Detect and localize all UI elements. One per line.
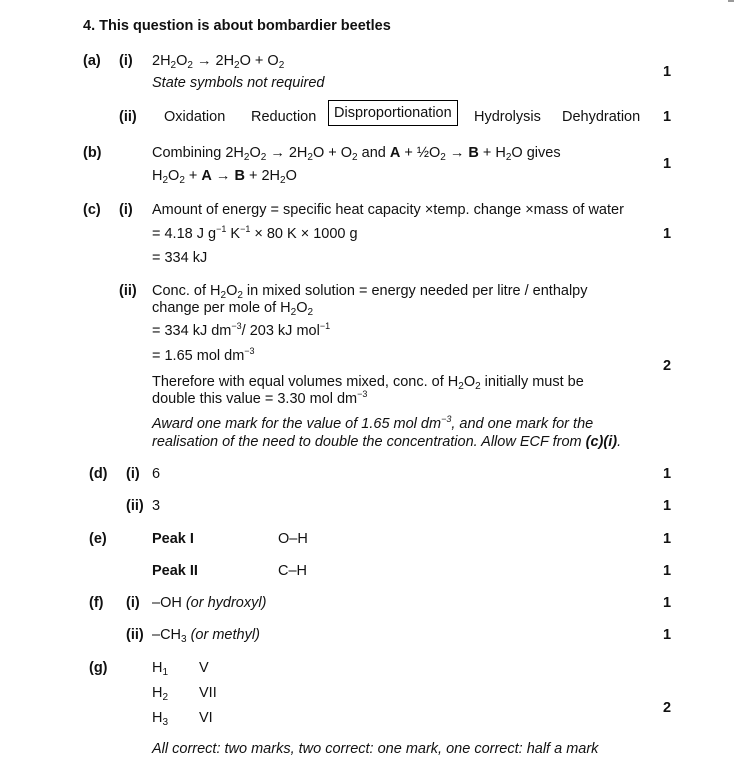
g-note: All correct: two marks, two correct: one mark, one correct: half a mark: [152, 741, 599, 757]
mark-b: 1: [662, 156, 672, 172]
note-a: State symbols not required: [152, 75, 325, 91]
c-ii-line1: Conc. of $H_2O_2$ in mixed solution = energy needed per litre / enthalpy: [152, 283, 588, 301]
c-i-line2: = 4.18 J $g^{-1}$ $K^{-1} \times 80$ K × 1000 g: [152, 224, 358, 242]
mark-c-ii: 2: [662, 358, 672, 374]
equation-a: $2H_2O_2 \to 2H_2O + O_2$: [152, 53, 285, 71]
sub-label-a-i: (i): [119, 53, 133, 69]
b-line1: Combining $2H_2O_2 \to 2H_2O + O_2$ and $A + \frac{1}{2}O_2 \to B + H_2O$ gives: [152, 145, 561, 163]
option-dehydration: Dehydration: [562, 109, 641, 125]
f-i-answer: –OH (or hydroxyl): [152, 595, 267, 611]
g-v2: VII: [199, 685, 217, 701]
g-h1: $H_1$: [152, 660, 169, 678]
d-i-value: 6: [152, 466, 161, 482]
b-line2: $H_2O_2 + A \to B + 2H_2O$: [152, 168, 297, 186]
mark-c-i: 1: [662, 226, 672, 242]
c-i-line3: = 334 kJ: [152, 250, 208, 266]
mark-f-ii: 1: [662, 627, 672, 643]
mark-e-2: 1: [662, 563, 672, 579]
peak-1-label: Peak I: [152, 531, 194, 547]
mark-a-ii: 1: [662, 109, 672, 125]
peak-1-bond: O–H: [278, 531, 308, 547]
part-label-b: (b): [83, 145, 102, 161]
f-ii-answer: $-CH_3$ (or methyl): [152, 627, 260, 645]
option-disproportionation-boxed: Disproportionation: [328, 100, 458, 126]
c-i-line1: Amount of energy = specific heat capacity ×temp. change ×mass of water: [152, 202, 624, 218]
part-label-g: (g): [89, 660, 108, 676]
c-ii-line2: change per mole of $H_2O_2$: [152, 300, 314, 318]
part-label-c: (c): [83, 202, 101, 218]
d-ii-value: 3: [152, 498, 161, 514]
mark-d-i: 1: [662, 466, 672, 482]
question-title: 4. This question is about bombardier beetles: [83, 18, 391, 34]
c-ii-line3: = 334 kJ $dm^{-3}/$ 203 kJ mol$^{-1}$: [152, 321, 331, 339]
option-reduction: Reduction: [251, 109, 317, 125]
g-v3: VI: [199, 710, 213, 726]
sub-label-a-ii: (ii): [119, 109, 137, 125]
sub-label-d-i: (i): [126, 466, 140, 482]
sub-label-c-ii: (ii): [119, 283, 137, 299]
g-v1: V: [199, 660, 209, 676]
option-hydrolysis: Hydrolysis: [474, 109, 541, 125]
mark-g: 2: [662, 700, 672, 716]
c-ii-line5: Therefore with equal volumes mixed, conc. of $H_2O_2$ initially must be: [152, 374, 584, 392]
part-label-e: (e): [89, 531, 107, 547]
c-ii-note1: Award one mark for the value of 1.65 mol $dm^{-3}$, and one mark for the: [152, 414, 594, 432]
sub-label-f-ii: (ii): [126, 627, 144, 643]
mark-f-i: 1: [662, 595, 672, 611]
mark-d-ii: 1: [662, 498, 672, 514]
g-h2: $H_2$: [152, 685, 169, 703]
c-ii-line4: = 1.65 mol $dm^{-3}$: [152, 346, 255, 364]
mark-a-i: 1: [662, 64, 672, 80]
peak-2-label: Peak II: [152, 563, 198, 579]
part-label-d: (d): [89, 466, 108, 482]
sub-label-c-i: (i): [119, 202, 133, 218]
mark-e-1: 1: [662, 531, 672, 547]
c-ii-note2: realisation of the need to double the concentration. Allow ECF from (c)(i).: [152, 434, 622, 450]
option-oxidation: Oxidation: [164, 109, 226, 125]
sub-label-f-i: (i): [126, 595, 140, 611]
part-label-f: (f): [89, 595, 104, 611]
g-h3: $H_3$: [152, 710, 169, 728]
peak-2-bond: C–H: [278, 563, 308, 579]
c-ii-line6: double this value = 3.30 mol $dm^{-3}$: [152, 389, 368, 407]
part-label-a: (a): [83, 53, 101, 69]
page-edge-mark: [728, 0, 734, 2]
sub-label-d-ii: (ii): [126, 498, 144, 514]
